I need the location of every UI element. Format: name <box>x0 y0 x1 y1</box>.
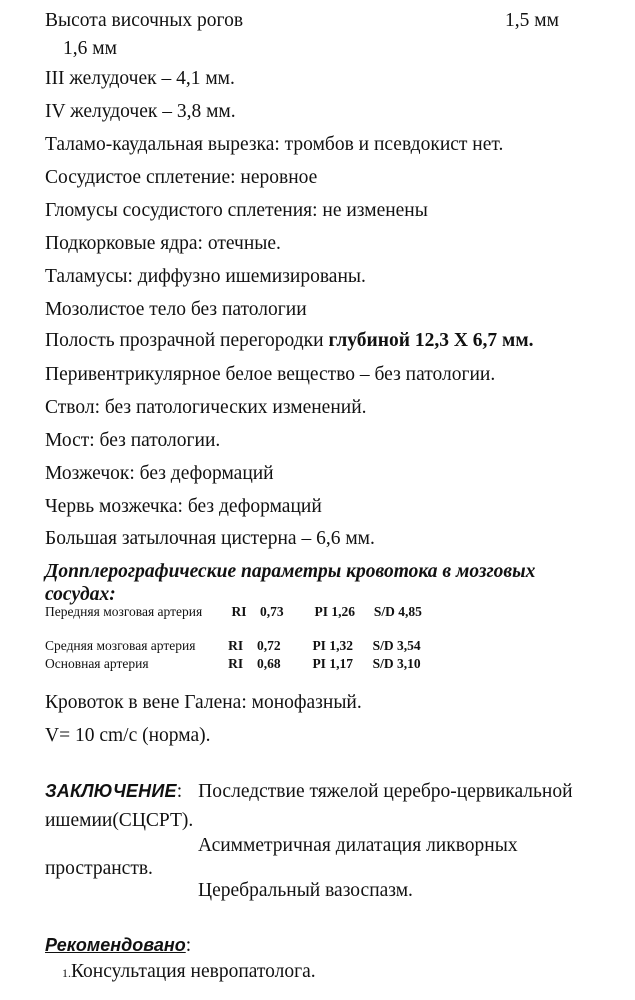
cavum-label: Полость прозрачной перегородки <box>45 330 329 351</box>
doppler-section-heading: Допплерографические параметры кровотока в мозговых сосудах: <box>45 561 536 605</box>
line-temporal-horn-height-second: 1,6 мм <box>63 38 117 59</box>
doppler-table-row-3 <box>45 656 445 672</box>
temporal-horn-height-value: 1,5 мм <box>505 10 559 31</box>
conclusion-line-2: ишемии(СЦСРТ). <box>45 810 194 831</box>
line-vein-of-galen-flow: Кровоток в вене Галена: монофазный. <box>45 692 362 713</box>
line-periventricular-white-matter: Перивентрикулярное белое вещество – без патологии. <box>45 364 496 385</box>
recommendations-heading <box>45 935 191 957</box>
recommendation-item-number: 1. <box>62 966 71 980</box>
table-row <box>45 604 445 620</box>
doppler-ri-label: RI <box>228 656 244 671</box>
conclusion-block <box>45 780 573 803</box>
conclusion-line-4: пространств. <box>45 858 153 879</box>
line-cerebellum: Мозжечок: без деформаций <box>45 463 274 484</box>
line-thalamocaudal-notch: Таламо-каудальная вырезка: тромбов и псевдокист нет. <box>45 134 504 155</box>
doppler-sd-value: S/D 3,54 <box>372 638 421 653</box>
line-cavum-septi-pellucidi <box>45 330 534 352</box>
doppler-vessel-name: Средняя мозговая артерия <box>45 638 196 653</box>
doppler-pi-value: PI 1,26 <box>314 604 355 619</box>
line-brainstem: Ствол: без патологических изменений. <box>45 397 367 418</box>
doppler-ri-value: 0,68 <box>257 656 281 671</box>
table-row <box>45 656 445 672</box>
conclusion-label: ЗАКЛЮЧЕНИЕ <box>45 781 177 801</box>
doppler-vessel-name: Основная артерия <box>45 656 149 671</box>
conclusion-line-1: Последствие тяжелой церебро-цервикальной <box>198 781 573 802</box>
recommendation-item-text: Консультация невропатолога. <box>71 961 316 982</box>
conclusion-line-3: Асимметричная дилатация ликворных <box>198 835 518 856</box>
conclusion-label-colon: : <box>176 781 183 802</box>
line-temporal-horn-height <box>45 10 243 32</box>
line-choroid-plexus-glomus: Гломусы сосудистого сплетения: не изменены <box>45 200 428 221</box>
table-row <box>45 638 445 654</box>
recommendations-label-colon: : <box>185 935 192 956</box>
doppler-sd-value: S/D 4,85 <box>373 604 422 619</box>
line-cisterna-magna: Большая затылочная цистерна – 6,6 мм. <box>45 528 375 549</box>
line-cerebellar-vermis: Червь мозжечка: без деформаций <box>45 496 322 517</box>
recommendation-item-1 <box>62 961 316 984</box>
doppler-ri-label: RI <box>228 638 244 653</box>
line-subcortical-nuclei: Подкорковые ядра: отечные. <box>45 233 281 254</box>
line-fourth-ventricle: IV желудочек – 3,8 мм. <box>45 101 236 122</box>
recommendations-label: Рекомендовано <box>45 935 186 955</box>
doppler-ri-label: RI <box>231 604 247 619</box>
line-corpus-callosum: Мозолистое тело без патологии <box>45 299 307 320</box>
doppler-ri-value: 0,73 <box>259 604 284 619</box>
doppler-table-row-2 <box>45 638 445 654</box>
doppler-ri-value: 0,72 <box>257 638 281 653</box>
line-third-ventricle: III желудочек – 4,1 мм. <box>45 68 235 89</box>
line-thalami: Таламусы: диффузно ишемизированы. <box>45 266 366 287</box>
line-velocity: V= 10 cm/c (норма). <box>45 725 211 746</box>
line-choroid-plexus: Сосудистое сплетение: неровное <box>45 167 318 188</box>
doppler-vessel-name: Передняя мозговая артерия <box>45 604 203 619</box>
cavum-measurement: глубиной 12,3 X 6,7 мм. <box>328 330 534 351</box>
doppler-pi-value: PI 1,17 <box>312 656 353 671</box>
vertical-scrollbar-track[interactable] <box>621 0 635 1000</box>
conclusion-line-5: Церебральный вазоспазм. <box>198 880 413 901</box>
line-pons: Мост: без патологии. <box>45 430 221 451</box>
doppler-pi-value: PI 1,32 <box>312 638 353 653</box>
doppler-sd-value: S/D 3,10 <box>372 656 421 671</box>
doppler-table-row-1 <box>45 604 445 620</box>
line-text: Высота височных рогов <box>45 10 244 31</box>
